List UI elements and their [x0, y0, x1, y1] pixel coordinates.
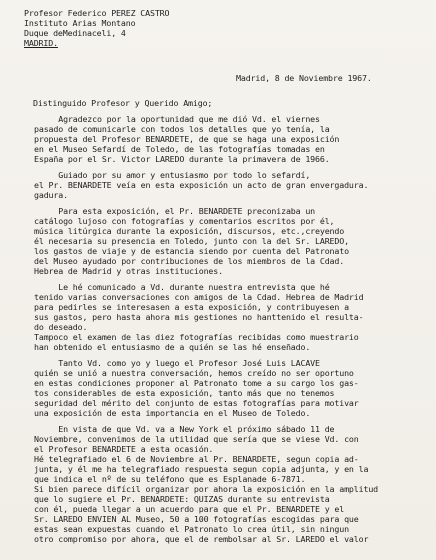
- paragraph-line: para pedirles se interesasen a esta exposición, y contribuyesen a: [34, 302, 349, 312]
- paragraph-line: el Pr. BENARDETE veía en esta exposición un acto de gran envergadura.: [34, 180, 369, 190]
- recipient-city: MADRID.: [24, 38, 58, 48]
- paragraph-line: una exposición de esta importancia en el Museo de Toledo.: [34, 408, 311, 418]
- recipient-name: Profesor Federico PEREZ CASTRO: [24, 8, 170, 18]
- paragraph-line: en estas condiciones proponer al Patronato tome a su cargo los gas-: [34, 378, 359, 388]
- paragraph-line: junta, y él me ha telegrafiado respuesta segun copia adjunta, y en la: [34, 464, 369, 474]
- paragraph-line: propuesta del Profesor BENARDETE, de que se haga una exposición: [34, 134, 340, 144]
- paragraph-line: Agradezco por la oportunidad que me dió Vd. el viernes: [34, 114, 320, 124]
- paragraph-line: pasado de comunicarle con todos los detalles que yo tenía, la: [34, 124, 330, 134]
- paragraph-line: el Profesor BENARDETE a esta ocasión.: [34, 444, 214, 454]
- paragraph-line: do deseado.: [34, 322, 88, 332]
- paragraph-line: con él, pueda llegar a un acuerdo para que el Pr. BENARDETE y el: [34, 504, 345, 514]
- paragraph-line: gadura.: [34, 190, 68, 200]
- paragraph-line: tenido varias conversaciones con amigos de la Cdad. Hebrea de Madrid: [34, 292, 364, 302]
- recipient-institution: Instituto Arias Montano: [24, 18, 136, 28]
- paragraph-line: tos considerables de esta exposición, tanto más que no tenemos: [34, 388, 335, 398]
- paragraph-line: España por el Sr. Victor LAREDO durante la primavera de 1966.: [34, 154, 330, 164]
- paragraph-line: Para esta exposición, el Pr. BENARDETE preconizaba un: [34, 206, 316, 216]
- paragraph-line: él necesaria su presencia en Toledo, junto con la del Sr. LAREDO,: [34, 236, 349, 246]
- recipient-street: Duque deMedinaceli, 4: [24, 28, 126, 38]
- paragraph-line: han obtenido el entusiasmo de a quién se las hé enseñado.: [34, 342, 311, 352]
- paragraph-line: en el Museo Sefardí de Toledo, de las fotografías tomadas en: [34, 144, 325, 154]
- paragraph-line: catálogo lujoso con fotografías y comentarios escritos por él,: [34, 216, 335, 226]
- salutation: Distinguido Profesor y Querido Amigo;: [33, 98, 213, 108]
- paragraph-line: que lo sugiere el Pr. BENARDETE: QUIZAS durante su entrevista: [34, 494, 330, 504]
- paragraph-line: Tampoco el examen de las diez fotografías recibidas como muestrario: [34, 332, 359, 342]
- paragraph-line: Hé telegrafiado el 6 de Noviembre al Pr. BENARDETE, segun copia ad-: [34, 454, 359, 464]
- paragraph-line: otro compromiso por ahora, que el de rembolsar al Sr. LAREDO el valor: [34, 534, 369, 544]
- paragraph-line: En vista de que Vd. va a New York el próximo sábado 11 de: [34, 424, 335, 434]
- paragraph-line: Noviembre, convenimos de la utilidad que sería que se viese Vd. con: [34, 434, 359, 444]
- letter-date: Madrid, 8 de Noviembre 1967.: [236, 73, 372, 83]
- paragraph-line: Tanto Vd. como yo y luego el Profesor José Luis LACAVE: [34, 358, 320, 368]
- paragraph-line: del Museo ayudado por contribuciones de los miembros de la Cdad.: [34, 256, 345, 266]
- paragraph-line: sus gastos, pero hasta ahora mis gestiones no hanttenido el resulta-: [34, 312, 364, 322]
- paragraph-line: música litúrgica durante la exposición, discursos, etc.,creyendo: [34, 226, 345, 236]
- paragraph-line: que indica el nº de su teléfono que es Esplanade 6-7871.: [34, 474, 306, 484]
- paragraph-line: Sr. LAREDO ENVIEN AL Museo, 50 a 100 fotografías escogidas para que: [34, 514, 359, 524]
- paragraph-line: quién se unió a nuestra conversación, hemos creído no ser oportuno: [34, 368, 354, 378]
- paragraph-line: los gastos de viaje y de estancia siendo por cuenta del Patronato: [34, 246, 349, 256]
- paragraph-line: seguridad del mérito del conjunto de estas fotografías para motivar: [34, 398, 359, 408]
- paragraph-line: estas sean expuestas cuando el Patronato lo crea útil, sin ningun: [34, 524, 349, 534]
- paragraph-line: Hebrea de Madrid y otras instituciones.: [34, 266, 223, 276]
- paragraph-line: Le hé comunicado a Vd. durante nuestra entrevista que hé: [34, 282, 330, 292]
- paragraph-line: Guiado por su amor y entusiasmo por todo lo sefardí,: [34, 170, 311, 180]
- paragraph-line: Si bien parece difícil organizar por ahora la exposición en la amplitud: [34, 484, 379, 494]
